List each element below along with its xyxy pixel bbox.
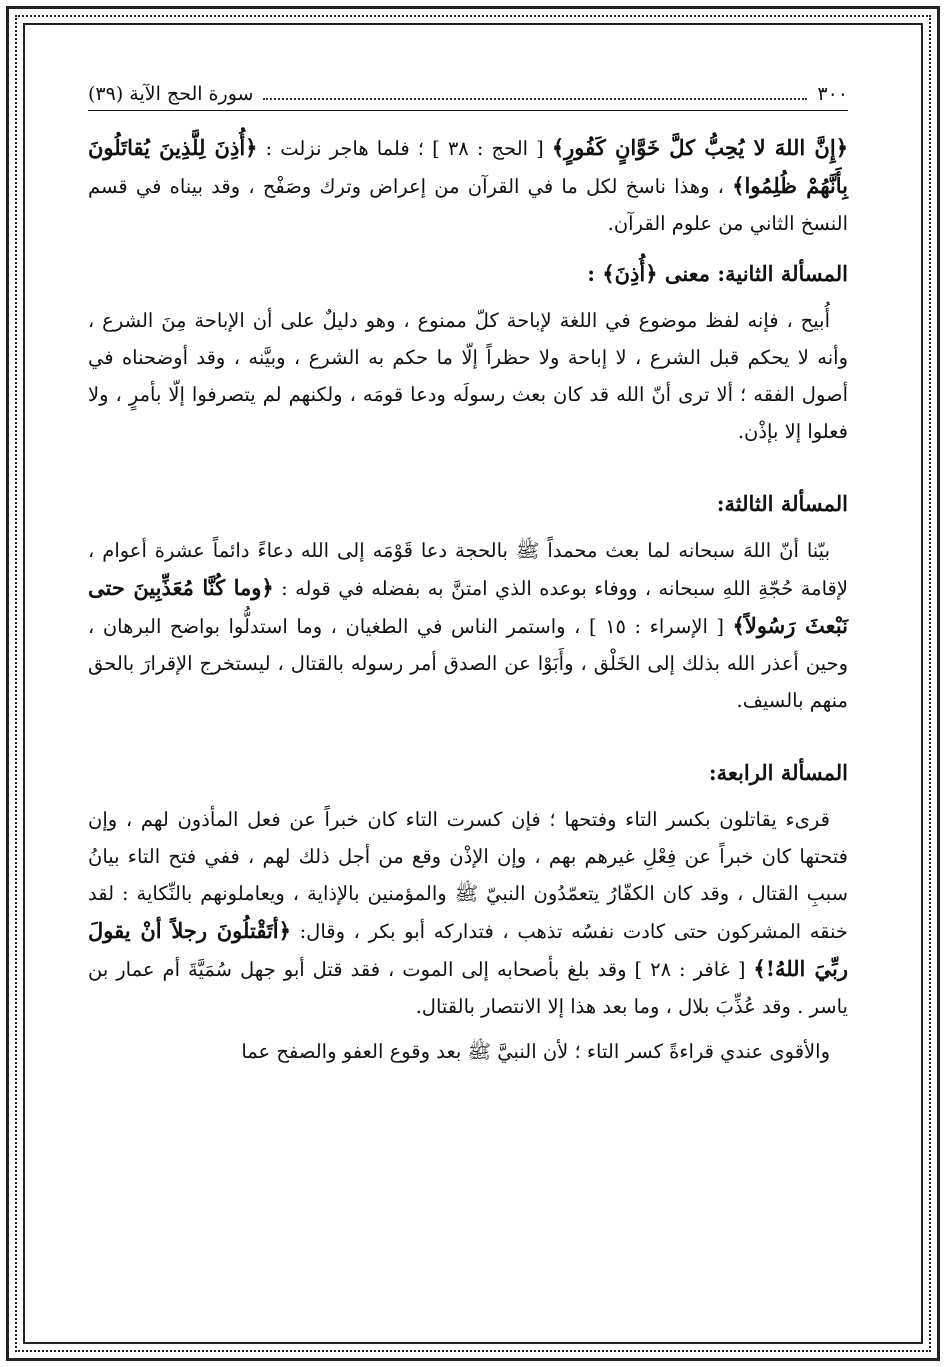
paragraph-text: [ الإسراء : ١٥ ] ، واستمر الناس في الطغيان ، وما استدلُّوا بواضح البرهان ، وحين أعذر الله بذلك إلى الخَلْق ، وأَبَوْا عن الصدق أمر رسوله بالقتال ، ليستخرج الإقرارَ بالحق منهم بالسيف.: [88, 615, 848, 712]
quran-quote: ﴿وما كُنَّا مُعَذِّبِينَ حتى نَبْعثَ رَسُولاً﴾: [88, 575, 848, 638]
paragraph-3: [88, 532, 848, 719]
paragraph-5: والأقوى عندي قراءةً كسر التاء ؛ لأن النبيَّ ﷺ بعد وقوع العفو والصفح عما: [241, 1040, 830, 1063]
paragraph-1: [88, 129, 848, 242]
paragraph-text: [ الحج : ٣٨ ] ؛ فلما هاجر نزلت :: [257, 137, 552, 160]
header-leader-dots: [263, 98, 807, 100]
paragraph-4: [88, 801, 848, 1025]
heading-quote: ﴿أُذِنَ﴾: [602, 261, 658, 286]
paragraph-text: بيّنا أنّ اللهَ سبحانه لما بعث محمداً ﷺ بالحجة دعا قَوْمَه إلى الله دعاءً دائماً عشرة أعوام ، لإقامة حُجّةِ اللهِ سبحانه ، ووفاء بوعده الذي امتنَّ به بفضله في قوله :: [88, 539, 848, 600]
book-page: [88, 80, 848, 1070]
quran-quote: ﴿أُذِنَ لِلَّذِينَ يُقاتَلُونَ بِأَنَّهُمْ ظُلِمُوا﴾: [88, 135, 848, 198]
section-heading-3: المسألة الثالثة:: [716, 491, 848, 516]
running-title: سورة الحج الآية (٣٩): [88, 83, 254, 105]
heading-colon: :: [587, 261, 603, 286]
running-header: [88, 80, 848, 111]
page-number: ٣٠٠: [817, 83, 848, 105]
heading-text: المسألة الثانية: معنى: [657, 261, 848, 286]
paragraph-text: قرىء يقاتلون بكسر التاء وفتحها ؛ فإن كسرت التاء كان خبراً عن فعل المأذون لهم ، وإن فتحتها كان خبراً عن فِعْلِ غيرهم بهم ، وإن الإذْن وقع من أجل ذلك لهم ، ففي فتح التاء بيانُ سببِ القتال ، وقد كان الكفّارُ يتعمّدُون النبيّ ﷺ والمؤمنين بالإذاية ، ويعاملونهم بالنِّكاية : لقد خنقه المشركون حتى كادت نفسُه تذهب ، فتداركه أبو بكر ، وقال:: [88, 808, 848, 943]
paragraph-2: أُبيح ، فإنه لفظ موضوع في اللغة لإباحة كلّ ممنوع ، وهو دليلٌ على أن الإباحة مِنَ الشرع ، وأنه لا يحكم قبل الشرع ، لا إباحة ولا حظراً إلّا ما حكم به الشرع ، وبيَّنه ، وقد أوضحناه في أصول الفقه ؛ ألا ترى أنّ الله قد كان بعث رسولَه ودعا قومَه ، ولكنهم لم يتصرفوا إلّا بأمرٍ ، ولا فعلوا إلا بإذْن.: [88, 309, 848, 443]
quran-quote: ﴿أتَقْتلُونَ رجلاً أنْ يقولَ ربِّيَ اللهُ!﴾: [88, 918, 848, 981]
paragraph-text: ، وهذا ناسخ لكل ما في القرآن من إعراض وترك وصَفْح ، وقد بيناه في قسم النسخ الثاني من علوم القرآن.: [88, 175, 848, 235]
paragraph-text: [ غافر : ٢٨ ] وقد بلغ بأصحابه إلى الموت ، فقد قتل أبو جهل سُمَيَّةَ أم عمار بن ياسر . وقد عُذِّبَ بلال ، وما بعد هذا إلا الانتصار بالقتال.: [88, 958, 848, 1018]
section-heading-4: المسألة الرابعة:: [708, 760, 848, 785]
section-heading-2: [88, 254, 848, 294]
quran-quote: ﴿إِنَّ اللهَ لا يُحِبُّ كلَّ خَوَّانٍ كَفُورٍ﴾: [551, 135, 848, 160]
